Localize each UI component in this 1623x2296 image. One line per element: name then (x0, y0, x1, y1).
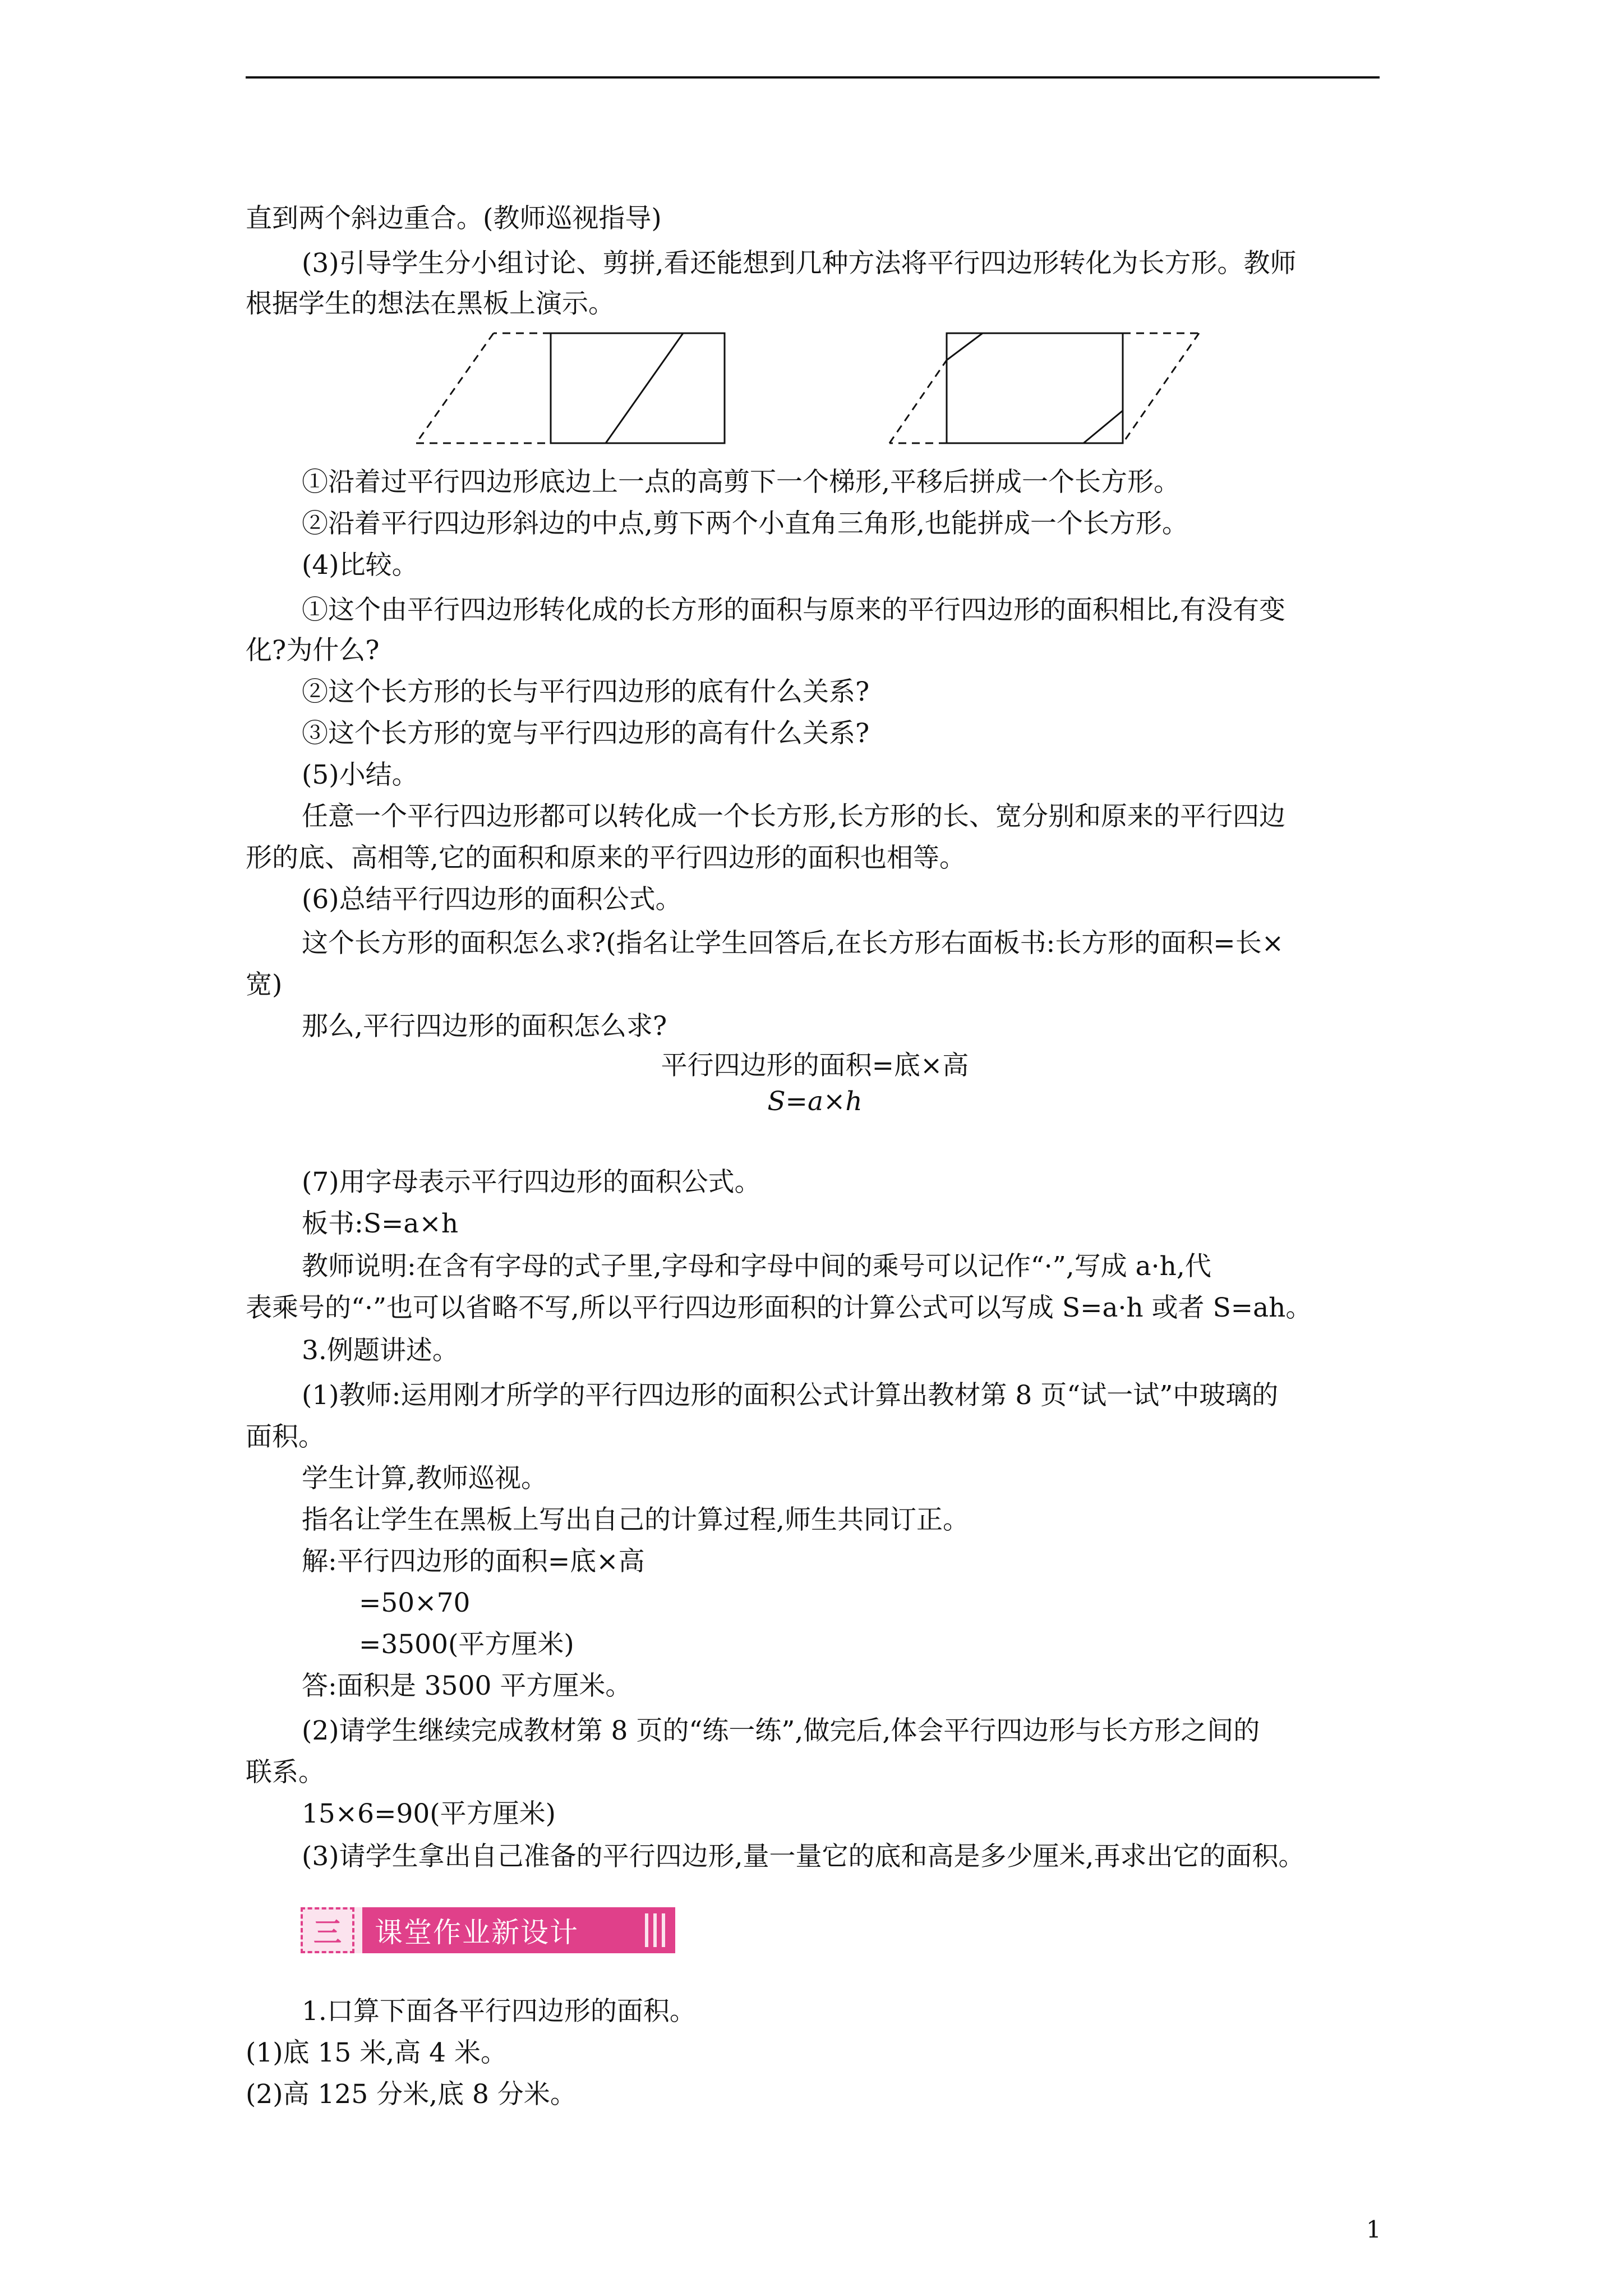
formula-line: 平行四边形的面积=底×高 (661, 1050, 969, 1081)
page-number: 1 (1366, 2216, 1381, 2243)
text-line: (1)底 15 米,高 4 米。 (246, 2037, 507, 2068)
text-line: 1.口算下面各平行四边形的面积。 (302, 1996, 696, 2027)
text-line: (7)用字母表示平行四边形的面积公式。 (302, 1167, 761, 1198)
calc-step: =3500(平方厘米) (359, 1629, 574, 1660)
text-line: 解:平行四边形的面积=底×高 (302, 1546, 645, 1577)
formula-symbolic: S=a×h (767, 1086, 863, 1117)
section-stripes (645, 1913, 675, 1947)
text-line: 答:面积是 3500 平方厘米。 (302, 1671, 632, 1701)
text-line: 表乘号的“·”也可以省略不写,所以平行四边形面积的计算公式可以写成 S=a·h 或者 S=ah。 (246, 1292, 1312, 1323)
text-line: ①这个由平行四边形转化成的长方形的面积与原来的平行四边形的面积相比,有没有变 (302, 595, 1285, 625)
text-line: 3.例题讲述。 (302, 1335, 459, 1366)
text-line: ①沿着过平行四边形底边上一点的高剪下一个梯形,平移后拼成一个长方形。 (302, 467, 1180, 498)
text-line: (2)请学生继续完成教材第 8 页的“练一练”,做完后,体会平行四边形与长方形之间的 (302, 1715, 1260, 1746)
text-line: (1)教师:运用刚才所学的平行四边形的面积公式计算出教材第 8 页“试一试”中玻璃的 (302, 1380, 1279, 1411)
text-line: ②这个长方形的长与平行四边形的底有什么关系? (302, 677, 870, 707)
section-banner (301, 1907, 675, 1953)
text-line: ②沿着平行四边形斜边的中点,剪下两个小直角三角形,也能拼成一个长方形。 (302, 508, 1188, 539)
text-line: 板书:S=a×h (302, 1208, 459, 1239)
text-line: 15×6=90(平方厘米) (302, 1798, 556, 1829)
text-line: 化?为什么? (246, 635, 380, 666)
text-line: 联系。 (246, 1757, 325, 1788)
parallelogram-figure-2 (887, 326, 1201, 450)
text-line: 根据学生的想法在黑板上演示。 (246, 288, 615, 319)
text-line: (5)小结。 (302, 760, 418, 790)
text-line: 教师说明:在含有字母的式子里,字母和字母中间的乘号可以记作“·”,写成 a·h,代 (302, 1251, 1211, 1282)
text-line: 学生计算,教师巡视。 (302, 1463, 547, 1494)
text-line: 那么,平行四边形的面积怎么求? (302, 1011, 667, 1042)
text-line: ③这个长方形的宽与平行四边形的高有什么关系? (302, 718, 870, 749)
header-rule (246, 76, 1380, 79)
text-line: (3)引导学生分小组讨论、剪拼,看还能想到几种方法将平行四边形转化为长方形。教师 (302, 248, 1297, 279)
text-line: (4)比较。 (302, 550, 418, 581)
section-title: 课堂作业新设计 (375, 1916, 579, 1949)
text-line: 任意一个平行四边形都可以转化成一个长方形,长方形的长、宽分别和原来的平行四边 (302, 801, 1285, 832)
section-divider (354, 1907, 362, 1953)
text-line: (3)请学生拿出自己准备的平行四边形,量一量它的底和高是多少厘米,再求出它的面积。 (302, 1841, 1305, 1872)
text-line: 宽) (246, 969, 283, 1000)
calc-step: =50×70 (359, 1588, 471, 1618)
section-number: 三 (301, 1907, 354, 1953)
text-line: 形的底、高相等,它的面积和原来的平行四边形的面积也相等。 (246, 843, 966, 873)
text-line: (2)高 125 分米,底 8 分米。 (246, 2079, 577, 2110)
text-line: 直到两个斜边重合。(教师巡视指导) (246, 203, 662, 234)
parallelogram-figure-1 (415, 326, 729, 450)
text-line: 指名让学生在黑板上写出自己的计算过程,师生共同订正。 (302, 1504, 969, 1535)
text-line: 这个长方形的面积怎么求?(指名让学生回答后,在长方形右面板书:长方形的面积=长× (302, 928, 1284, 959)
text-line: (6)总结平行四边形的面积公式。 (302, 884, 682, 915)
text-line: 面积。 (246, 1421, 325, 1452)
